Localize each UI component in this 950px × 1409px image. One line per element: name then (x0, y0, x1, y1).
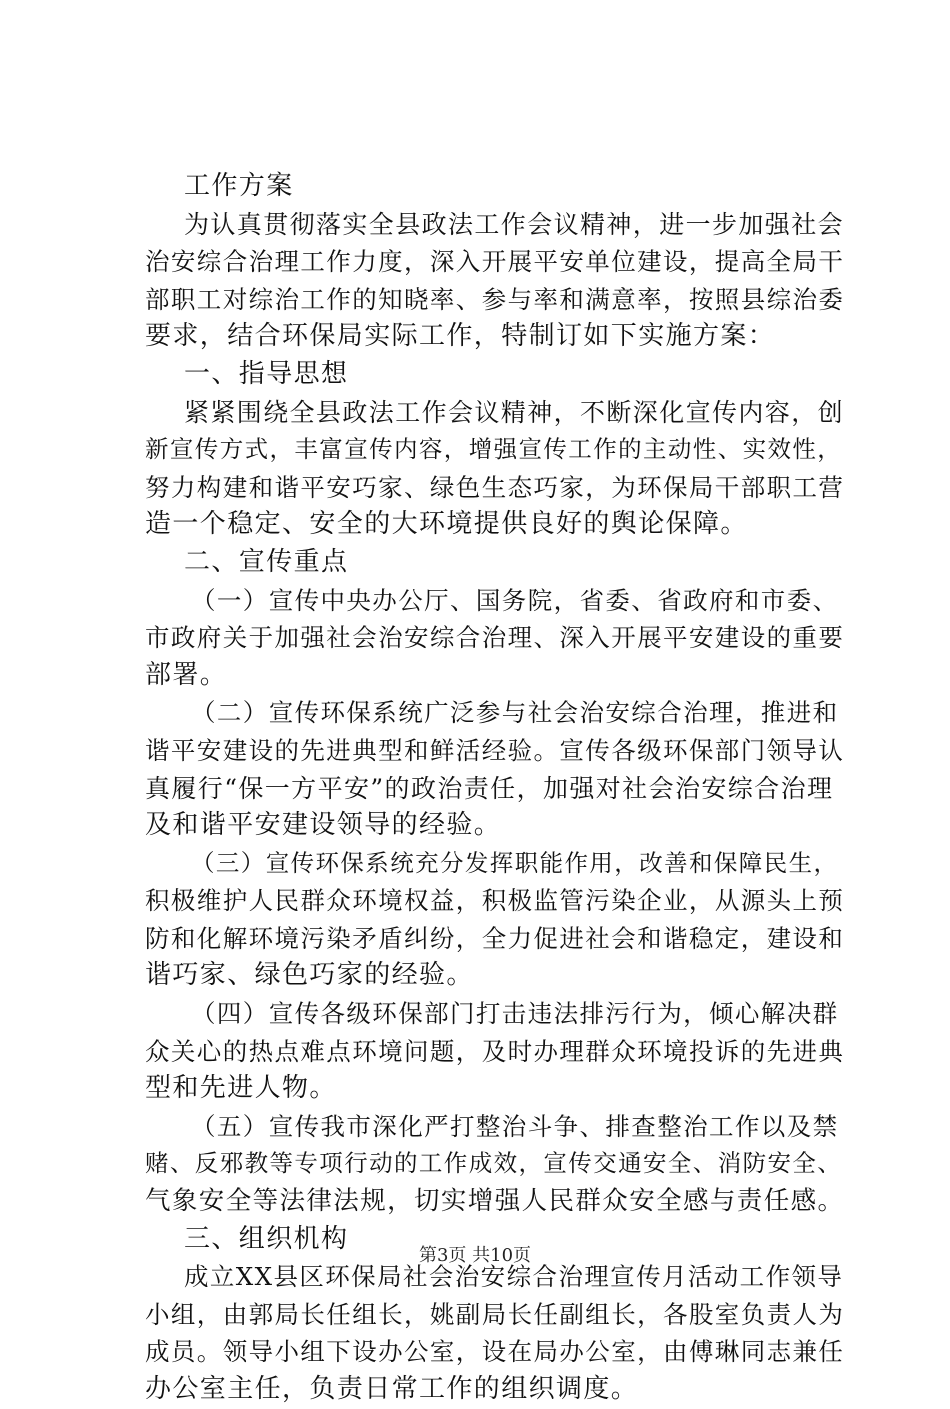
text-line: 部署。 (145, 659, 228, 690)
text-line: 成立XX县区环保局社会治安综合治理宣传月活动工作领导 (184, 1262, 844, 1292)
text-line: 要求，结合环保局实际工作，特制订如下实施方案： (145, 321, 776, 352)
text-line: 型和先进人物。 (145, 1073, 337, 1104)
text-line: 为认真贯彻落实全县政法工作会议精神，进一步加强社会 (184, 209, 845, 239)
text-line: 造一个稳定、安全的大环境提供良好的舆论保障。 (145, 509, 748, 540)
text-line: （一）宣传中央办公厅、国务院，省委、省政府和市委、 (191, 585, 839, 615)
page-footer: 第3页 共10页 (418, 1245, 532, 1266)
text-line: 成员。领导小组下设办公室，设在局办公室，由傅琳同志兼任 (145, 1337, 845, 1367)
text-line: 众关心的热点难点环境问题，及时办理群众环境投诉的先进典 (145, 1036, 845, 1066)
text-line: 谐平安建设的先进典型和鲜活经验。宣传各级环保部门领导认 (145, 735, 845, 765)
section-heading: 一、指导思想 (184, 358, 349, 389)
text-line: 真履行“保一方平安”的政治责任，加强对社会治安综合治理 (145, 773, 834, 803)
text-line: 气象安全等法律法规，切实增强人民群众安全感与责任感。 (145, 1186, 845, 1217)
text-line: 部职工对综治工作的知晓率、参与率和满意率，按照县综治委 (145, 284, 845, 314)
section-heading: 三、组织机构 (184, 1223, 349, 1254)
text-line: 治安综合治理工作力度，深入开展平安单位建设，提高全局干 (145, 247, 845, 277)
text-line: 积极维护人民群众环境权益，积极监管污染企业，从源头上预 (145, 886, 845, 916)
section-heading: 工作方案 (184, 171, 294, 201)
text-line: 新宣传方式，丰富宣传内容，增强宣传工作的主动性、实效性， (145, 435, 843, 464)
text-line: 市政府关于加强社会治安综合治理、深入开展平安建设的重要 (145, 623, 845, 653)
text-line: 紧紧围绕全县政法工作会议精神，不断深化宣传内容，创 (184, 397, 845, 427)
text-line: 赌、反邪教等专项行动的工作成效，宣传交通安全、消防安全、 (145, 1149, 843, 1178)
text-line: （五）宣传我市深化严打整治斗争、排查整治工作以及禁 (191, 1111, 839, 1141)
text-line: （二）宣传环保系统广泛参与社会治安综合治理，推进和 (191, 698, 839, 728)
text-line: （四）宣传各级环保部门打击违法排污行为，倾心解决群 (191, 999, 839, 1029)
document-body (145, 168, 845, 1409)
text-line: 谐巧家、绿色巧家的经验。 (145, 960, 474, 991)
text-line: 防和化解环境污染矛盾纠纷，全力促进社会和谐稳定，建设和 (145, 923, 845, 953)
text-line: 办公室主任，负责日常工作的组织调度。 (145, 1374, 639, 1404)
text-line: 及和谐平安建设领导的经验。 (145, 810, 502, 841)
text-line: （三）宣传环保系统充分发挥职能作用，改善和保障民生， (191, 848, 839, 877)
section-heading: 二、宣传重点 (184, 546, 349, 577)
text-line: 努力构建和谐平安巧家、绿色生态巧家，为环保局干部职工营 (145, 472, 845, 502)
text-line: 小组，由郭局长任组长，姚副局长任副组长，各股室负责人为 (145, 1299, 845, 1329)
